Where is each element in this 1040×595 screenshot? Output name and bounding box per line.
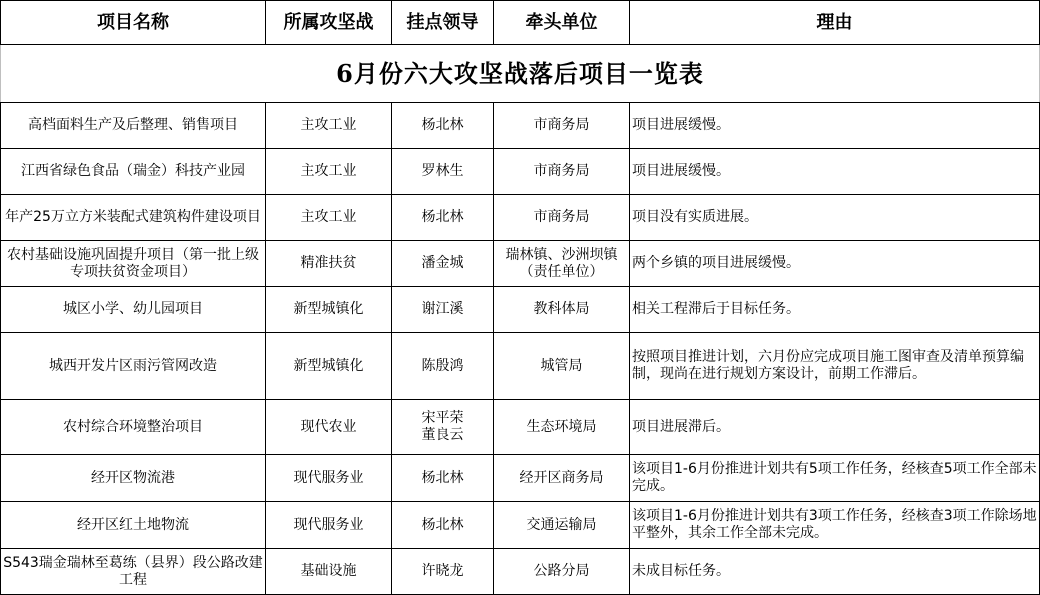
cell-battle[interactable]: 主攻工业: [266, 103, 392, 149]
cell-project-name[interactable]: 经开区物流港: [1, 455, 266, 502]
cell-reason[interactable]: 未成目标任务。: [630, 549, 1040, 595]
table-row: [1, 241, 1040, 287]
cell-leader[interactable]: 潘金城: [392, 241, 494, 287]
table-row: [1, 287, 1040, 333]
cell-unit[interactable]: 城管局: [494, 333, 630, 400]
column-header-battle: 所属攻坚战: [266, 1, 392, 45]
cell-project-name[interactable]: 城区小学、幼儿园项目: [1, 287, 266, 333]
cell-unit[interactable]: 市商务局: [494, 149, 630, 195]
cell-leader[interactable]: 杨北林: [392, 455, 494, 502]
cell-reason[interactable]: 项目进展滞后。: [630, 400, 1040, 455]
cell-unit[interactable]: 生态环境局: [494, 400, 630, 455]
column-header-leader: 挂点领导: [392, 1, 494, 45]
cell-project-name[interactable]: S543瑞金瑞林至葛练（县界）段公路改建工程: [1, 549, 266, 595]
cell-project-name[interactable]: 年产25万立方米装配式建筑构件建设项目: [1, 195, 266, 241]
cell-battle[interactable]: 现代服务业: [266, 502, 392, 549]
cell-unit[interactable]: 市商务局: [494, 103, 630, 149]
cell-battle[interactable]: 现代服务业: [266, 455, 392, 502]
table-row: [1, 103, 1040, 149]
sheet-title: 6月份六大攻坚战落后项目一览表: [1, 45, 1040, 103]
cell-battle[interactable]: 主攻工业: [266, 149, 392, 195]
cell-battle[interactable]: 精准扶贫: [266, 241, 392, 287]
cell-project-name[interactable]: 高档面料生产及后整理、销售项目: [1, 103, 266, 149]
table-row: [1, 549, 1040, 595]
cell-battle[interactable]: 新型城镇化: [266, 333, 392, 400]
column-header-reason: 理由: [630, 1, 1040, 45]
cell-battle[interactable]: 主攻工业: [266, 195, 392, 241]
table-row: [1, 400, 1040, 455]
table-row: [1, 455, 1040, 502]
cell-project-name[interactable]: 农村基础设施巩固提升项目（第一批上级专项扶贫资金项目）: [1, 241, 266, 287]
cell-unit[interactable]: 教科体局: [494, 287, 630, 333]
cell-reason[interactable]: 项目没有实质进展。: [630, 195, 1040, 241]
column-header-name: 项目名称: [1, 1, 266, 45]
cell-reason[interactable]: 按照项目推进计划，六月份应完成项目施工图审查及清单预算编制，现尚在进行规划方案设计，前期工作滞后。: [630, 333, 1040, 400]
cell-reason[interactable]: 项目进展缓慢。: [630, 149, 1040, 195]
table-row: [1, 149, 1040, 195]
cell-unit[interactable]: 瑞林镇、沙洲坝镇（责任单位）: [494, 241, 630, 287]
cell-leader[interactable]: 杨北林: [392, 195, 494, 241]
cell-project-name[interactable]: 城西开发片区雨污管网改造: [1, 333, 266, 400]
cell-leader[interactable]: 许晓龙: [392, 549, 494, 595]
table-row: [1, 502, 1040, 549]
cell-battle[interactable]: 现代农业: [266, 400, 392, 455]
cell-project-name[interactable]: 江西省绿色食品（瑞金）科技产业园: [1, 149, 266, 195]
cell-battle[interactable]: 基础设施: [266, 549, 392, 595]
cell-reason[interactable]: 项目进展缓慢。: [630, 103, 1040, 149]
cell-reason[interactable]: 相关工程滞后于目标任务。: [630, 287, 1040, 333]
cell-leader[interactable]: 杨北林: [392, 502, 494, 549]
cell-leader[interactable]: 杨北林: [392, 103, 494, 149]
cell-unit[interactable]: 经开区商务局: [494, 455, 630, 502]
cell-reason[interactable]: 两个乡镇的项目进展缓慢。: [630, 241, 1040, 287]
table-row: [1, 195, 1040, 241]
cell-leader[interactable]: 谢江溪: [392, 287, 494, 333]
cell-reason[interactable]: 该项目1-6月份推进计划共有3项工作任务，经核查3项工作除场地平整外，其余工作全部未完成。: [630, 502, 1040, 549]
table-row: [1, 333, 1040, 400]
cell-unit[interactable]: 交通运输局: [494, 502, 630, 549]
cell-unit[interactable]: 市商务局: [494, 195, 630, 241]
cell-battle[interactable]: 新型城镇化: [266, 287, 392, 333]
cell-reason[interactable]: 该项目1-6月份推进计划共有5项工作任务，经核查5项工作全部未完成。: [630, 455, 1040, 502]
cell-project-name[interactable]: 农村综合环境整治项目: [1, 400, 266, 455]
cell-leader[interactable]: 宋平荣董良云: [392, 400, 494, 455]
cell-leader[interactable]: 陈殷鸿: [392, 333, 494, 400]
cell-unit[interactable]: 公路分局: [494, 549, 630, 595]
column-header-unit: 牵头单位: [494, 1, 630, 45]
cell-project-name[interactable]: 经开区红土地物流: [1, 502, 266, 549]
cell-leader[interactable]: 罗林生: [392, 149, 494, 195]
